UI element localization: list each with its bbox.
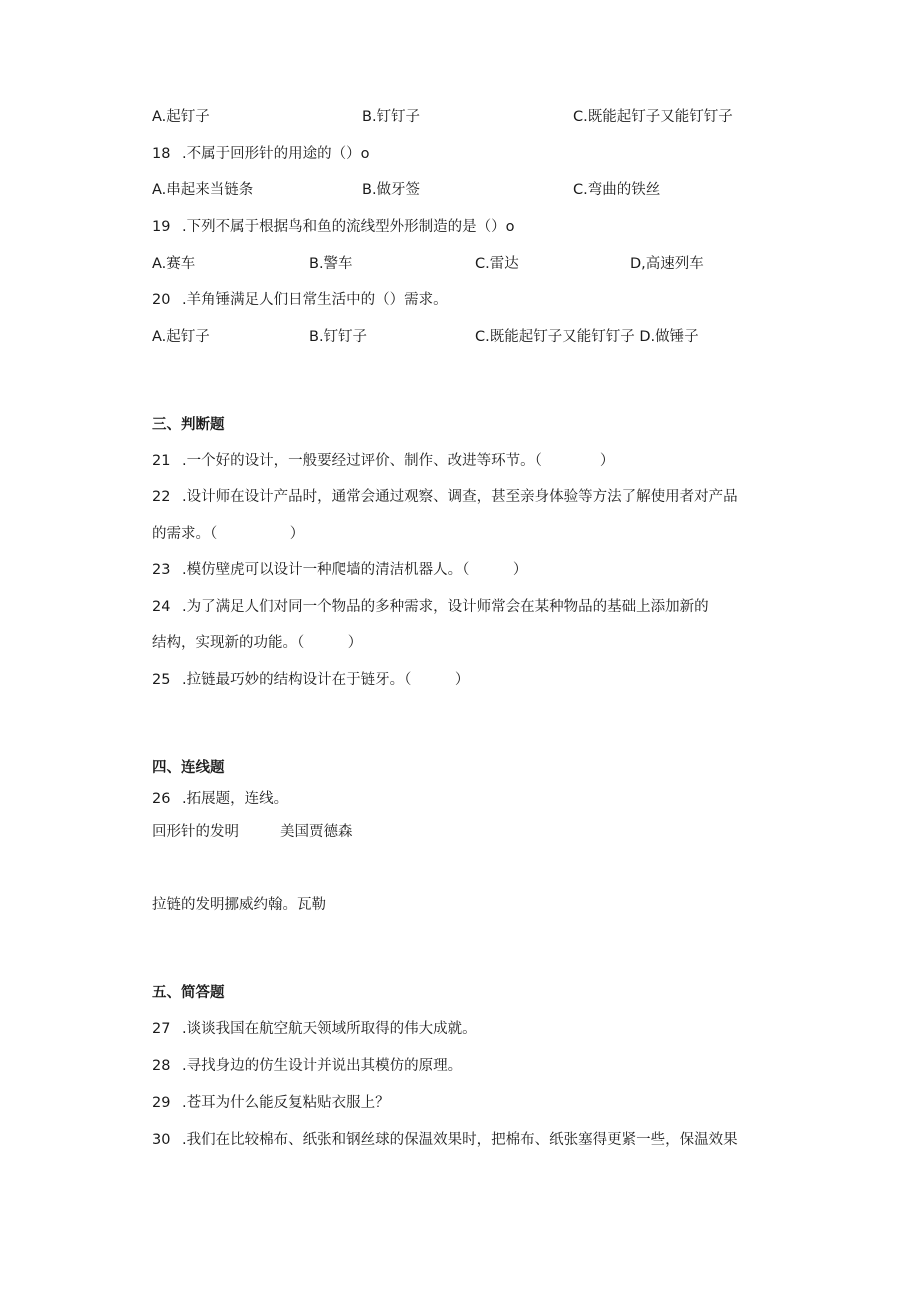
- question-text: .苍耳为什么能反复粘贴衣服上？: [182, 1095, 390, 1111]
- q20-option-c-d: C.既能起钉子又能钉钉子 D.做锤子: [475, 329, 699, 345]
- q18-option-c: C.弯曲的铁丝: [573, 182, 661, 198]
- question-text: .模仿壁虎可以设计一种爬墙的清洁机器人。（ ）: [182, 562, 528, 578]
- q19-option-d: D,高速列车: [630, 256, 704, 272]
- match-right-item-1: 美国贾德森: [280, 824, 353, 840]
- question-text: .下列不属于根据鸟和鱼的流线型外形制造的是（）o: [182, 219, 515, 235]
- question-27: [152, 1020, 477, 1038]
- question-text: .我们在比较棉布、纸张和钢丝球的保温效果时，把棉布、纸张塞得更紧一些，保温效果: [182, 1132, 738, 1148]
- question-24: [152, 598, 709, 616]
- match-left-item-1: 回形针的发明: [152, 824, 239, 840]
- question-29: [152, 1094, 390, 1112]
- section-5-heading: 五、简答题: [152, 985, 225, 1001]
- question-text: .不属于回形针的用途的（）o: [182, 146, 370, 162]
- section-4-heading: 四、连线题: [152, 760, 225, 776]
- question-text: .谈谈我国在航空航天领域所取得的伟大成就。: [182, 1021, 477, 1037]
- question-number: 29: [152, 1095, 171, 1111]
- question-text: .为了满足人们对同一个物品的多种需求，设计师常会在某种物品的基础上添加新的: [182, 599, 709, 615]
- match-row-2: 拉链的发明挪威约翰。瓦勒: [152, 897, 326, 913]
- question-18: [152, 145, 369, 163]
- question-text: .寻找身边的仿生设计并说出其模仿的原理。: [182, 1058, 463, 1074]
- section-3-heading: 三、判断题: [152, 417, 225, 433]
- question-number: 18: [152, 146, 171, 162]
- question-22-continued: 的需求。（ ）: [152, 526, 305, 542]
- question-text: .拉链最巧妙的结构设计在于链牙。（ ）: [182, 672, 470, 688]
- q17-option-b: B.钉钉子: [362, 109, 421, 125]
- q20-option-b: B.钉钉子: [309, 329, 368, 345]
- q18-option-b: B.做牙签: [362, 182, 421, 198]
- question-text: .一个好的设计，一般要经过评价、制作、改进等环节。（ ）: [182, 453, 615, 469]
- q19-option-c: C.雷达: [475, 256, 519, 272]
- question-number: 28: [152, 1058, 171, 1074]
- q17-option-c: C.既能起钉子又能钉钉子: [573, 109, 733, 125]
- question-number: 27: [152, 1021, 171, 1037]
- q19-option-a: A.赛车: [152, 256, 196, 272]
- question-text: .羊角锤满足人们日常生活中的（）需求。: [182, 292, 448, 308]
- question-number: 19: [152, 219, 171, 235]
- question-text: .拓展题，连线。: [182, 791, 289, 807]
- question-30: [152, 1131, 738, 1149]
- question-number: 30: [152, 1132, 171, 1148]
- question-number: 21: [152, 453, 171, 469]
- question-20: [152, 291, 448, 309]
- question-number: 20: [152, 292, 171, 308]
- q17-option-a: A.起钉子: [152, 109, 210, 125]
- question-21: [152, 452, 614, 470]
- question-22: [152, 488, 738, 506]
- q20-option-a: A.起钉子: [152, 329, 210, 345]
- question-28: [152, 1057, 462, 1075]
- question-23: [152, 561, 527, 579]
- question-number: 24: [152, 599, 171, 615]
- question-19: [152, 218, 514, 236]
- question-25: [152, 671, 469, 689]
- question-text: .设计师在设计产品时，通常会通过观察、调查，甚至亲身体验等方法了解使用者对产品: [182, 489, 738, 505]
- question-number: 25: [152, 672, 171, 688]
- question-26: [152, 790, 288, 808]
- question-24-continued: 结构，实现新的功能。（ ）: [152, 635, 363, 651]
- q19-option-b: B.警车: [309, 256, 353, 272]
- question-number: 23: [152, 562, 171, 578]
- question-number: 22: [152, 489, 171, 505]
- question-number: 26: [152, 791, 171, 807]
- q18-option-a: A.串起来当链条: [152, 182, 254, 198]
